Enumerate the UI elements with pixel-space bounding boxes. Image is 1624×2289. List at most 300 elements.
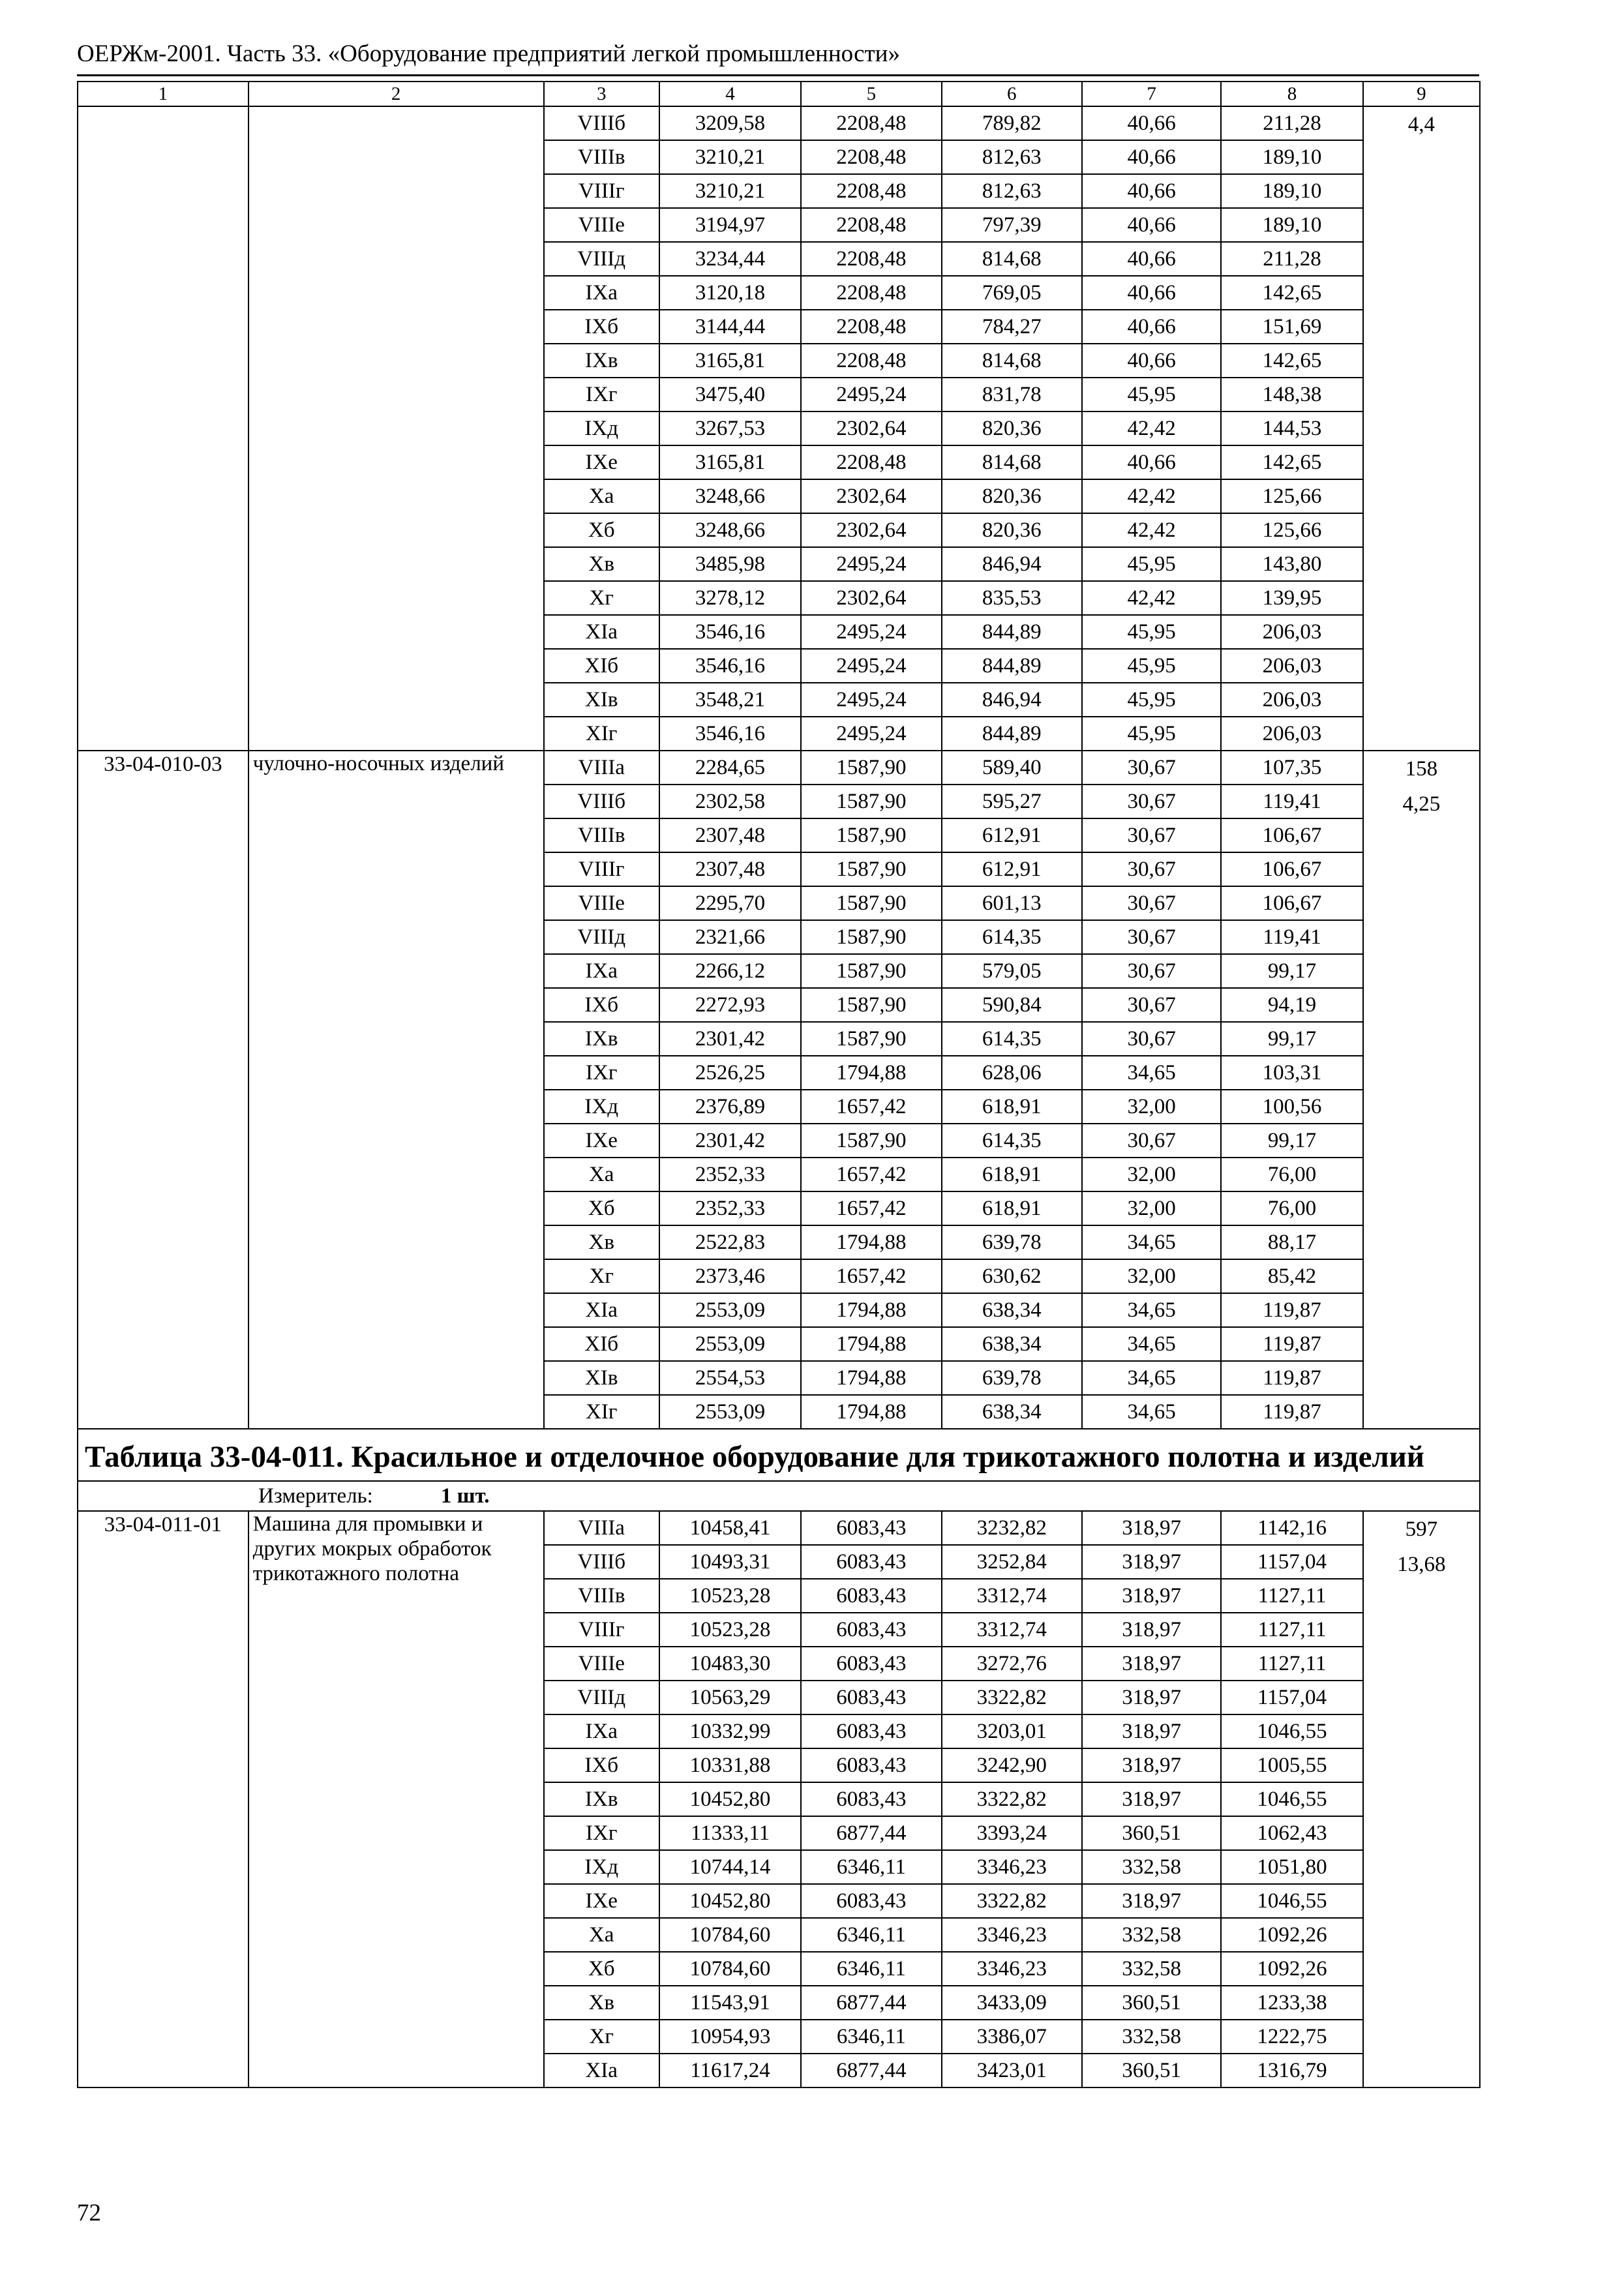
table-cell: 3322,82 bbox=[942, 1884, 1082, 1918]
table-cell: 1046,55 bbox=[1221, 1714, 1362, 1748]
table-cell: 1794,88 bbox=[801, 1056, 941, 1090]
table-cell: 318,97 bbox=[1082, 1613, 1221, 1647]
table-cell: VIIIб bbox=[544, 785, 659, 818]
table-cell: 846,94 bbox=[942, 547, 1082, 581]
table-cell: 1587,90 bbox=[801, 751, 941, 785]
table-cell: 812,63 bbox=[942, 174, 1082, 208]
table-cell: 30,67 bbox=[1082, 886, 1221, 920]
table-cell: 40,66 bbox=[1082, 276, 1221, 310]
table-cell: 2553,09 bbox=[659, 1327, 801, 1361]
table-cell: 206,03 bbox=[1221, 683, 1362, 717]
table-cell: 6346,11 bbox=[801, 2020, 941, 2054]
table-cell: 614,35 bbox=[942, 1124, 1082, 1158]
table-cell: 30,67 bbox=[1082, 920, 1221, 954]
table-cell: IXг bbox=[544, 1816, 659, 1850]
table-cell: IXв bbox=[544, 1782, 659, 1816]
table-cell: 332,58 bbox=[1082, 1952, 1221, 1986]
table-cell: VIIIа bbox=[544, 1511, 659, 1545]
column-number: 8 bbox=[1221, 82, 1362, 106]
table-cell: 3232,82 bbox=[942, 1511, 1082, 1545]
table-cell: 11617,24 bbox=[659, 2054, 801, 2087]
table-cell: IXб bbox=[544, 1748, 659, 1782]
table-cell: 3165,81 bbox=[659, 344, 801, 378]
table-cell: VIIIд bbox=[544, 920, 659, 954]
table-cell: 630,62 bbox=[942, 1259, 1082, 1293]
table-cell: 6083,43 bbox=[801, 1782, 941, 1816]
table-cell: 10784,60 bbox=[659, 1918, 801, 1952]
table-cell: 2208,48 bbox=[801, 242, 941, 276]
table-cell: 206,03 bbox=[1221, 717, 1362, 751]
table-cell: 638,34 bbox=[942, 1327, 1082, 1361]
table-cell: 3194,97 bbox=[659, 208, 801, 242]
table-cell: 3248,66 bbox=[659, 513, 801, 547]
meter-value: 1 шт. bbox=[440, 1484, 490, 1508]
column-number: 1 bbox=[78, 82, 248, 106]
table-cell: 1046,55 bbox=[1221, 1782, 1362, 1816]
table-cell: 42,42 bbox=[1082, 479, 1221, 513]
table-cell: 143,80 bbox=[1221, 547, 1362, 581]
table-cell: IXб bbox=[544, 310, 659, 344]
table-cell: 3322,82 bbox=[942, 1782, 1082, 1816]
table-cell: Xг bbox=[544, 1259, 659, 1293]
table-cell: Xв bbox=[544, 1986, 659, 2020]
table-cell: 3346,23 bbox=[942, 1918, 1082, 1952]
column-number: 7 bbox=[1082, 82, 1221, 106]
table-cell: 2208,48 bbox=[801, 310, 941, 344]
table-cell: Xа bbox=[544, 1158, 659, 1191]
table-cell: 1062,43 bbox=[1221, 1816, 1362, 1850]
table-cell: 579,05 bbox=[942, 954, 1082, 988]
table-cell: 318,97 bbox=[1082, 1647, 1221, 1681]
table-cell: 1127,11 bbox=[1221, 1613, 1362, 1647]
table-cell: 6346,11 bbox=[801, 1952, 941, 1986]
table-cell: 1794,88 bbox=[801, 1361, 941, 1395]
table-cell: 2208,48 bbox=[801, 140, 941, 174]
table-cell: 119,87 bbox=[1221, 1327, 1362, 1361]
table-cell: 2272,93 bbox=[659, 988, 801, 1022]
table-cell: 45,95 bbox=[1082, 378, 1221, 411]
table-cell: 10452,80 bbox=[659, 1884, 801, 1918]
column-number: 4 bbox=[659, 82, 801, 106]
table-cell: 40,66 bbox=[1082, 310, 1221, 344]
table-cell: 142,65 bbox=[1221, 445, 1362, 479]
table-cell: 2495,24 bbox=[801, 615, 941, 649]
table-cell: 99,17 bbox=[1221, 954, 1362, 988]
table-cell: 3433,09 bbox=[942, 1986, 1082, 2020]
table-cell: VIIIе bbox=[544, 1647, 659, 1681]
table-cell: 3386,07 bbox=[942, 2020, 1082, 2054]
table-cell: 10458,41 bbox=[659, 1511, 801, 1545]
table-cell: 30,67 bbox=[1082, 954, 1221, 988]
table-cell: 10784,60 bbox=[659, 1952, 801, 1986]
rates-table bbox=[77, 81, 1481, 2088]
table-cell: 1794,88 bbox=[801, 1225, 941, 1259]
table-cell: IXг bbox=[544, 378, 659, 411]
table-cell: 76,00 bbox=[1221, 1158, 1362, 1191]
table-cell: IXв bbox=[544, 344, 659, 378]
table-cell: 3248,66 bbox=[659, 479, 801, 513]
running-header: ОЕРЖм-2001. Часть 33. «Оборудование предприятий легкой промышленности» bbox=[77, 40, 900, 67]
table-cell: 32,00 bbox=[1082, 1191, 1221, 1225]
table-cell: 3144,44 bbox=[659, 310, 801, 344]
table-cell: 1587,90 bbox=[801, 852, 941, 886]
table-cell: IXа bbox=[544, 954, 659, 988]
item-code bbox=[78, 106, 248, 751]
table-cell: IXг bbox=[544, 1056, 659, 1090]
table-cell: 6083,43 bbox=[801, 1545, 941, 1579]
table-cell: 10563,29 bbox=[659, 1681, 801, 1714]
table-cell: 2495,24 bbox=[801, 683, 941, 717]
table-cell: 99,17 bbox=[1221, 1124, 1362, 1158]
table-cell: 1127,11 bbox=[1221, 1647, 1362, 1681]
table-cell: 3393,24 bbox=[942, 1816, 1082, 1850]
table-cell: 318,97 bbox=[1082, 1511, 1221, 1545]
table-cell: 1587,90 bbox=[801, 886, 941, 920]
table-cell: 2208,48 bbox=[801, 174, 941, 208]
table-cell: 119,41 bbox=[1221, 920, 1362, 954]
table-cell: 1051,80 bbox=[1221, 1850, 1362, 1884]
table-cell: IXе bbox=[544, 445, 659, 479]
table-cell: 2373,46 bbox=[659, 1259, 801, 1293]
table-cell: XIв bbox=[544, 1361, 659, 1395]
table-cell: 189,10 bbox=[1221, 140, 1362, 174]
table-cell: 1005,55 bbox=[1221, 1748, 1362, 1782]
table-cell: 32,00 bbox=[1082, 1090, 1221, 1124]
table-cell: 142,65 bbox=[1221, 276, 1362, 310]
table-cell: 6346,11 bbox=[801, 1918, 941, 1952]
column-number: 2 bbox=[248, 82, 544, 106]
table-cell: XIв bbox=[544, 683, 659, 717]
table-cell: IXе bbox=[544, 1884, 659, 1918]
table-cell: 3209,58 bbox=[659, 106, 801, 140]
table-cell: 2307,48 bbox=[659, 818, 801, 852]
table-cell: 189,10 bbox=[1221, 208, 1362, 242]
table-cell: VIIIе bbox=[544, 886, 659, 920]
table-cell: 844,89 bbox=[942, 649, 1082, 683]
table-cell: 34,65 bbox=[1082, 1361, 1221, 1395]
table-cell: 360,51 bbox=[1082, 2054, 1221, 2087]
table-cell: 1157,04 bbox=[1221, 1681, 1362, 1714]
table-cell: 820,36 bbox=[942, 479, 1082, 513]
table-cell: 85,42 bbox=[1221, 1259, 1362, 1293]
column-number: 3 bbox=[544, 82, 659, 106]
table-cell: 769,05 bbox=[942, 276, 1082, 310]
table-cell: IXб bbox=[544, 988, 659, 1022]
table-cell: 106,67 bbox=[1221, 818, 1362, 852]
table-cell: 6083,43 bbox=[801, 1579, 941, 1613]
table-cell: Xб bbox=[544, 1952, 659, 1986]
table-cell: XIа bbox=[544, 1293, 659, 1327]
extra-value: 158 bbox=[1405, 757, 1438, 781]
table-cell: 34,65 bbox=[1082, 1327, 1221, 1361]
table-cell: 2522,83 bbox=[659, 1225, 801, 1259]
table-cell: 6083,43 bbox=[801, 1613, 941, 1647]
table-cell: 2302,64 bbox=[801, 411, 941, 445]
table-cell: 3546,16 bbox=[659, 615, 801, 649]
table-cell: 3423,01 bbox=[942, 2054, 1082, 2087]
table-cell: VIIIа bbox=[544, 751, 659, 785]
table-cell: 40,66 bbox=[1082, 344, 1221, 378]
table-cell: 10744,14 bbox=[659, 1850, 801, 1884]
table-cell: 1127,11 bbox=[1221, 1579, 1362, 1613]
table-title-row bbox=[78, 1429, 1480, 1481]
table-cell: 3242,90 bbox=[942, 1748, 1082, 1782]
table-cell: 1142,16 bbox=[1221, 1511, 1362, 1545]
table-cell: 3234,44 bbox=[659, 242, 801, 276]
table-cell: 1316,79 bbox=[1221, 2054, 1362, 2087]
page-number: 72 bbox=[77, 2200, 101, 2226]
table-cell: 2208,48 bbox=[801, 276, 941, 310]
table-cell: 3210,21 bbox=[659, 174, 801, 208]
table-cell: 10331,88 bbox=[659, 1748, 801, 1782]
item-name: чулочно-носочных изделий bbox=[248, 751, 544, 1429]
table-cell: 211,28 bbox=[1221, 242, 1362, 276]
table-cell: 10523,28 bbox=[659, 1579, 801, 1613]
table-cell: 40,66 bbox=[1082, 106, 1221, 140]
table-cell: 2301,42 bbox=[659, 1124, 801, 1158]
table-cell: 844,89 bbox=[942, 615, 1082, 649]
table-cell: 206,03 bbox=[1221, 649, 1362, 683]
table-cell: 835,53 bbox=[942, 581, 1082, 615]
table-cell: 2266,12 bbox=[659, 954, 801, 988]
table-cell: 1157,04 bbox=[1221, 1545, 1362, 1579]
table-cell: 45,95 bbox=[1082, 615, 1221, 649]
table-row bbox=[78, 751, 1480, 785]
table-cell: 107,35 bbox=[1221, 751, 1362, 785]
table-cell: 639,78 bbox=[942, 1361, 1082, 1395]
table-cell: 1092,26 bbox=[1221, 1952, 1362, 1986]
table-cell: 103,31 bbox=[1221, 1056, 1362, 1090]
table-cell: 106,67 bbox=[1221, 852, 1362, 886]
table-cell: 42,42 bbox=[1082, 411, 1221, 445]
table-cell: 3312,74 bbox=[942, 1579, 1082, 1613]
table-cell: 797,39 bbox=[942, 208, 1082, 242]
table-cell: 820,36 bbox=[942, 513, 1082, 547]
table-cell: IXд bbox=[544, 1850, 659, 1884]
table-cell: 1794,88 bbox=[801, 1293, 941, 1327]
table-cell: 332,58 bbox=[1082, 1918, 1221, 1952]
table-cell: Xв bbox=[544, 1225, 659, 1259]
table-cell: 125,66 bbox=[1221, 513, 1362, 547]
table-cell: 88,17 bbox=[1221, 1225, 1362, 1259]
table-cell: 1222,75 bbox=[1221, 2020, 1362, 2054]
table-cell: 189,10 bbox=[1221, 174, 1362, 208]
table-cell: 1587,90 bbox=[801, 954, 941, 988]
table-cell: 30,67 bbox=[1082, 1124, 1221, 1158]
item-extra-values bbox=[1363, 106, 1480, 751]
table-cell: 814,68 bbox=[942, 344, 1082, 378]
table-cell: Xв bbox=[544, 547, 659, 581]
table-cell: VIIIг bbox=[544, 174, 659, 208]
item-extra-values bbox=[1363, 751, 1480, 1429]
table-cell: 6877,44 bbox=[801, 2054, 941, 2087]
table-cell: VIIIв bbox=[544, 818, 659, 852]
table-cell: 151,69 bbox=[1221, 310, 1362, 344]
table-cell: 1587,90 bbox=[801, 920, 941, 954]
table-cell: 2553,09 bbox=[659, 1293, 801, 1327]
table-cell: 6877,44 bbox=[801, 1986, 941, 2020]
table-cell: 1657,42 bbox=[801, 1259, 941, 1293]
table-cell: 42,42 bbox=[1082, 581, 1221, 615]
table-cell: 1587,90 bbox=[801, 1124, 941, 1158]
table-cell: 612,91 bbox=[942, 818, 1082, 852]
table-cell: 1794,88 bbox=[801, 1395, 941, 1429]
table-cell: 2208,48 bbox=[801, 344, 941, 378]
table-cell: 10523,28 bbox=[659, 1613, 801, 1647]
table-cell: 2302,64 bbox=[801, 479, 941, 513]
table-cell: 125,66 bbox=[1221, 479, 1362, 513]
table-cell: 614,35 bbox=[942, 920, 1082, 954]
table-cell: 3346,23 bbox=[942, 1850, 1082, 1884]
table-cell: 2495,24 bbox=[801, 547, 941, 581]
table-cell: 142,65 bbox=[1221, 344, 1362, 378]
table-cell: 318,97 bbox=[1082, 1884, 1221, 1918]
table-cell: 1233,38 bbox=[1221, 1986, 1362, 2020]
table-cell: 119,87 bbox=[1221, 1361, 1362, 1395]
table-cell: 3120,18 bbox=[659, 276, 801, 310]
table-cell: 106,67 bbox=[1221, 886, 1362, 920]
table-cell: 814,68 bbox=[942, 445, 1082, 479]
table-cell: 3252,84 bbox=[942, 1545, 1082, 1579]
table-cell: 2495,24 bbox=[801, 649, 941, 683]
table-cell: 784,27 bbox=[942, 310, 1082, 344]
meter-label: Измеритель: bbox=[258, 1484, 373, 1508]
table-cell: 1587,90 bbox=[801, 785, 941, 818]
table-cell: 3210,21 bbox=[659, 140, 801, 174]
table-cell: 2284,65 bbox=[659, 751, 801, 785]
table-cell: 40,66 bbox=[1082, 242, 1221, 276]
table-cell: 3346,23 bbox=[942, 1952, 1082, 1986]
table-cell: 94,19 bbox=[1221, 988, 1362, 1022]
table-cell: 30,67 bbox=[1082, 1022, 1221, 1056]
table-cell: 206,03 bbox=[1221, 615, 1362, 649]
column-number: 5 bbox=[801, 82, 941, 106]
table-cell: 628,06 bbox=[942, 1056, 1082, 1090]
table-cell: 34,65 bbox=[1082, 1293, 1221, 1327]
meter-row bbox=[78, 1481, 1480, 1511]
table-cell: 34,65 bbox=[1082, 1225, 1221, 1259]
table-cell: 3548,21 bbox=[659, 683, 801, 717]
table-cell: 6083,43 bbox=[801, 1714, 941, 1748]
table-cell: 589,40 bbox=[942, 751, 1082, 785]
table-cell: XIг bbox=[544, 1395, 659, 1429]
table-cell: 618,91 bbox=[942, 1158, 1082, 1191]
table-cell: 1092,26 bbox=[1221, 1918, 1362, 1952]
table-cell: 32,00 bbox=[1082, 1259, 1221, 1293]
table-cell: VIIIб bbox=[544, 106, 659, 140]
table-cell: 2208,48 bbox=[801, 208, 941, 242]
table-cell: 318,97 bbox=[1082, 1714, 1221, 1748]
meter-cell bbox=[78, 1481, 1480, 1511]
table-cell: Xб bbox=[544, 1191, 659, 1225]
extra-value: 4,25 bbox=[1402, 792, 1441, 816]
table-cell: 639,78 bbox=[942, 1225, 1082, 1259]
table-cell: Xб bbox=[544, 513, 659, 547]
table-cell: XIа bbox=[544, 615, 659, 649]
table-cell: 2302,64 bbox=[801, 513, 941, 547]
table-cell: 332,58 bbox=[1082, 1850, 1221, 1884]
table-cell: 590,84 bbox=[942, 988, 1082, 1022]
item-name: Машина для промывки и других мокрых обработок трикотажного полотна bbox=[248, 1511, 544, 2087]
table-cell: VIIIб bbox=[544, 1545, 659, 1579]
table-cell: 2302,58 bbox=[659, 785, 801, 818]
table-cell: 3475,40 bbox=[659, 378, 801, 411]
table-cell: IXе bbox=[544, 1124, 659, 1158]
table-cell: 3485,98 bbox=[659, 547, 801, 581]
table-cell: 820,36 bbox=[942, 411, 1082, 445]
table-cell: 2352,33 bbox=[659, 1191, 801, 1225]
table-cell: 2295,70 bbox=[659, 886, 801, 920]
table-cell: 318,97 bbox=[1082, 1681, 1221, 1714]
table-cell: 1046,55 bbox=[1221, 1884, 1362, 1918]
table-cell: 119,41 bbox=[1221, 785, 1362, 818]
table-row bbox=[78, 106, 1480, 140]
table-cell: 318,97 bbox=[1082, 1782, 1221, 1816]
table-cell: 6083,43 bbox=[801, 1884, 941, 1918]
table-cell: 2495,24 bbox=[801, 717, 941, 751]
table-cell: 595,27 bbox=[942, 785, 1082, 818]
table-cell: 148,38 bbox=[1221, 378, 1362, 411]
table-cell: 618,91 bbox=[942, 1090, 1082, 1124]
table-cell: 2495,24 bbox=[801, 378, 941, 411]
table-cell: 30,67 bbox=[1082, 988, 1221, 1022]
table-cell: 360,51 bbox=[1082, 1986, 1221, 2020]
table-cell: 3278,12 bbox=[659, 581, 801, 615]
table-cell: 2321,66 bbox=[659, 920, 801, 954]
table-cell: 30,67 bbox=[1082, 785, 1221, 818]
extra-value: 4,4 bbox=[1407, 113, 1435, 136]
table-cell: 11333,11 bbox=[659, 1816, 801, 1850]
table-cell: 6083,43 bbox=[801, 1511, 941, 1545]
table-cell: 2376,89 bbox=[659, 1090, 801, 1124]
table-cell: 30,67 bbox=[1082, 852, 1221, 886]
table-cell: 831,78 bbox=[942, 378, 1082, 411]
table-cell: 1657,42 bbox=[801, 1158, 941, 1191]
table-cell: 1587,90 bbox=[801, 1022, 941, 1056]
table-cell: VIIIв bbox=[544, 1579, 659, 1613]
table-cell: 2526,25 bbox=[659, 1056, 801, 1090]
table-cell: 3546,16 bbox=[659, 649, 801, 683]
table-cell: IXа bbox=[544, 276, 659, 310]
table-cell: Xг bbox=[544, 581, 659, 615]
table-cell: 812,63 bbox=[942, 140, 1082, 174]
table-cell: 6346,11 bbox=[801, 1850, 941, 1884]
table-cell: 814,68 bbox=[942, 242, 1082, 276]
column-number: 6 bbox=[942, 82, 1082, 106]
table-cell: 3322,82 bbox=[942, 1681, 1082, 1714]
table-cell: 1657,42 bbox=[801, 1191, 941, 1225]
table-cell: 76,00 bbox=[1221, 1191, 1362, 1225]
table-cell: 6083,43 bbox=[801, 1647, 941, 1681]
table-cell: 10483,30 bbox=[659, 1647, 801, 1681]
table-cell: 3546,16 bbox=[659, 717, 801, 751]
table-cell: 1587,90 bbox=[801, 818, 941, 852]
item-code: 33-04-011-01 bbox=[78, 1511, 248, 2087]
table-cell: 2307,48 bbox=[659, 852, 801, 886]
table-cell: 789,82 bbox=[942, 106, 1082, 140]
table-cell: 2208,48 bbox=[801, 106, 941, 140]
table-cell: 6083,43 bbox=[801, 1748, 941, 1782]
table-cell: 11543,91 bbox=[659, 1986, 801, 2020]
table-cell: VIIIг bbox=[544, 1613, 659, 1647]
table-cell: 612,91 bbox=[942, 852, 1082, 886]
table-cell: 3267,53 bbox=[659, 411, 801, 445]
table-cell: 10332,99 bbox=[659, 1714, 801, 1748]
table-cell: 211,28 bbox=[1221, 106, 1362, 140]
table-cell: 1587,90 bbox=[801, 988, 941, 1022]
table-cell: 42,42 bbox=[1082, 513, 1221, 547]
extra-value: 597 bbox=[1405, 1518, 1438, 1541]
